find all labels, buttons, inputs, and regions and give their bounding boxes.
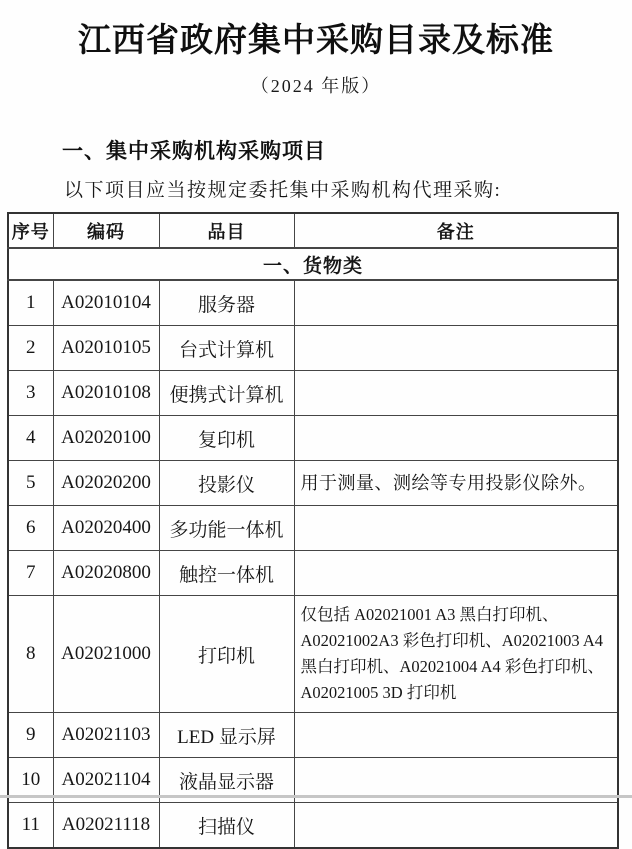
cell-code: A02020100	[53, 416, 159, 461]
cell-item: 打印机	[159, 596, 294, 713]
cell-item: 触控一体机	[159, 551, 294, 596]
cell-code: A02020400	[53, 506, 159, 551]
cell-item: 台式计算机	[159, 326, 294, 371]
cell-code: A02021103	[53, 713, 159, 758]
table-row	[8, 551, 618, 596]
cell-no: 8	[8, 596, 53, 713]
cell-code: A02020200	[53, 461, 159, 506]
cell-remark	[294, 280, 618, 326]
cell-no: 6	[8, 506, 53, 551]
section-heading: 一、集中采购机构采购项目	[62, 140, 326, 163]
intro-text: 以下项目应当按规定委托集中采购机构代理采购:	[64, 180, 502, 201]
table-row	[8, 596, 618, 713]
cell-code: A02010105	[53, 326, 159, 371]
cell-remark	[294, 506, 618, 551]
cell-no: 5	[8, 461, 53, 506]
cell-item: 服务器	[159, 280, 294, 326]
cell-code: A02010104	[53, 280, 159, 326]
cell-item: 投影仪	[159, 461, 294, 506]
category-label: 一、货物类	[8, 248, 618, 280]
cell-no: 1	[8, 280, 53, 326]
cell-no: 4	[8, 416, 53, 461]
cell-remark	[294, 551, 618, 596]
col-header-code: 编码	[53, 213, 159, 248]
catalog-table	[7, 212, 619, 849]
cell-remark	[294, 326, 618, 371]
cell-code: A02020800	[53, 551, 159, 596]
cell-no: 9	[8, 713, 53, 758]
cell-item: LED 显示屏	[159, 713, 294, 758]
cell-item: 复印机	[159, 416, 294, 461]
col-header-remark: 备注	[294, 213, 618, 248]
cell-no: 10	[8, 758, 53, 803]
cell-remark	[294, 713, 618, 758]
cell-remark: 用于测量、测绘等专用投影仪除外。	[294, 461, 618, 506]
table-row	[8, 506, 618, 551]
cell-item: 便携式计算机	[159, 371, 294, 416]
table-row	[8, 713, 618, 758]
table-header-row	[8, 213, 618, 248]
cell-item: 液晶显示器	[159, 758, 294, 803]
cell-no: 11	[8, 803, 53, 849]
col-header-item: 品目	[159, 213, 294, 248]
table-row	[8, 371, 618, 416]
table-row	[8, 280, 618, 326]
cell-no: 7	[8, 551, 53, 596]
table-row	[8, 461, 618, 506]
cell-item: 扫描仪	[159, 803, 294, 849]
cell-remark: 仅包括 A02021001 A3 黑白打印机、A02021002A3 彩色打印机、A02021003 A4 黑白打印机、A02021004 A4 彩色打印机、A02021005 3D 打印机	[294, 596, 618, 713]
cell-remark	[294, 371, 618, 416]
cell-item: 多功能一体机	[159, 506, 294, 551]
cell-no: 3	[8, 371, 53, 416]
cell-no: 2	[8, 326, 53, 371]
page-title: 江西省政府集中采购目录及标准	[78, 23, 554, 59]
page-subtitle: （2024 年版）	[250, 76, 382, 96]
table-row	[8, 326, 618, 371]
cell-remark	[294, 416, 618, 461]
table-row	[8, 803, 618, 849]
cell-code: A02021104	[53, 758, 159, 803]
page-edge-line	[0, 795, 632, 798]
cell-code: A02021000	[53, 596, 159, 713]
category-row	[8, 248, 618, 280]
table-row	[8, 416, 618, 461]
cell-remark	[294, 803, 618, 849]
col-header-no: 序号	[8, 213, 53, 248]
cell-code: A02010108	[53, 371, 159, 416]
cell-code: A02021118	[53, 803, 159, 849]
